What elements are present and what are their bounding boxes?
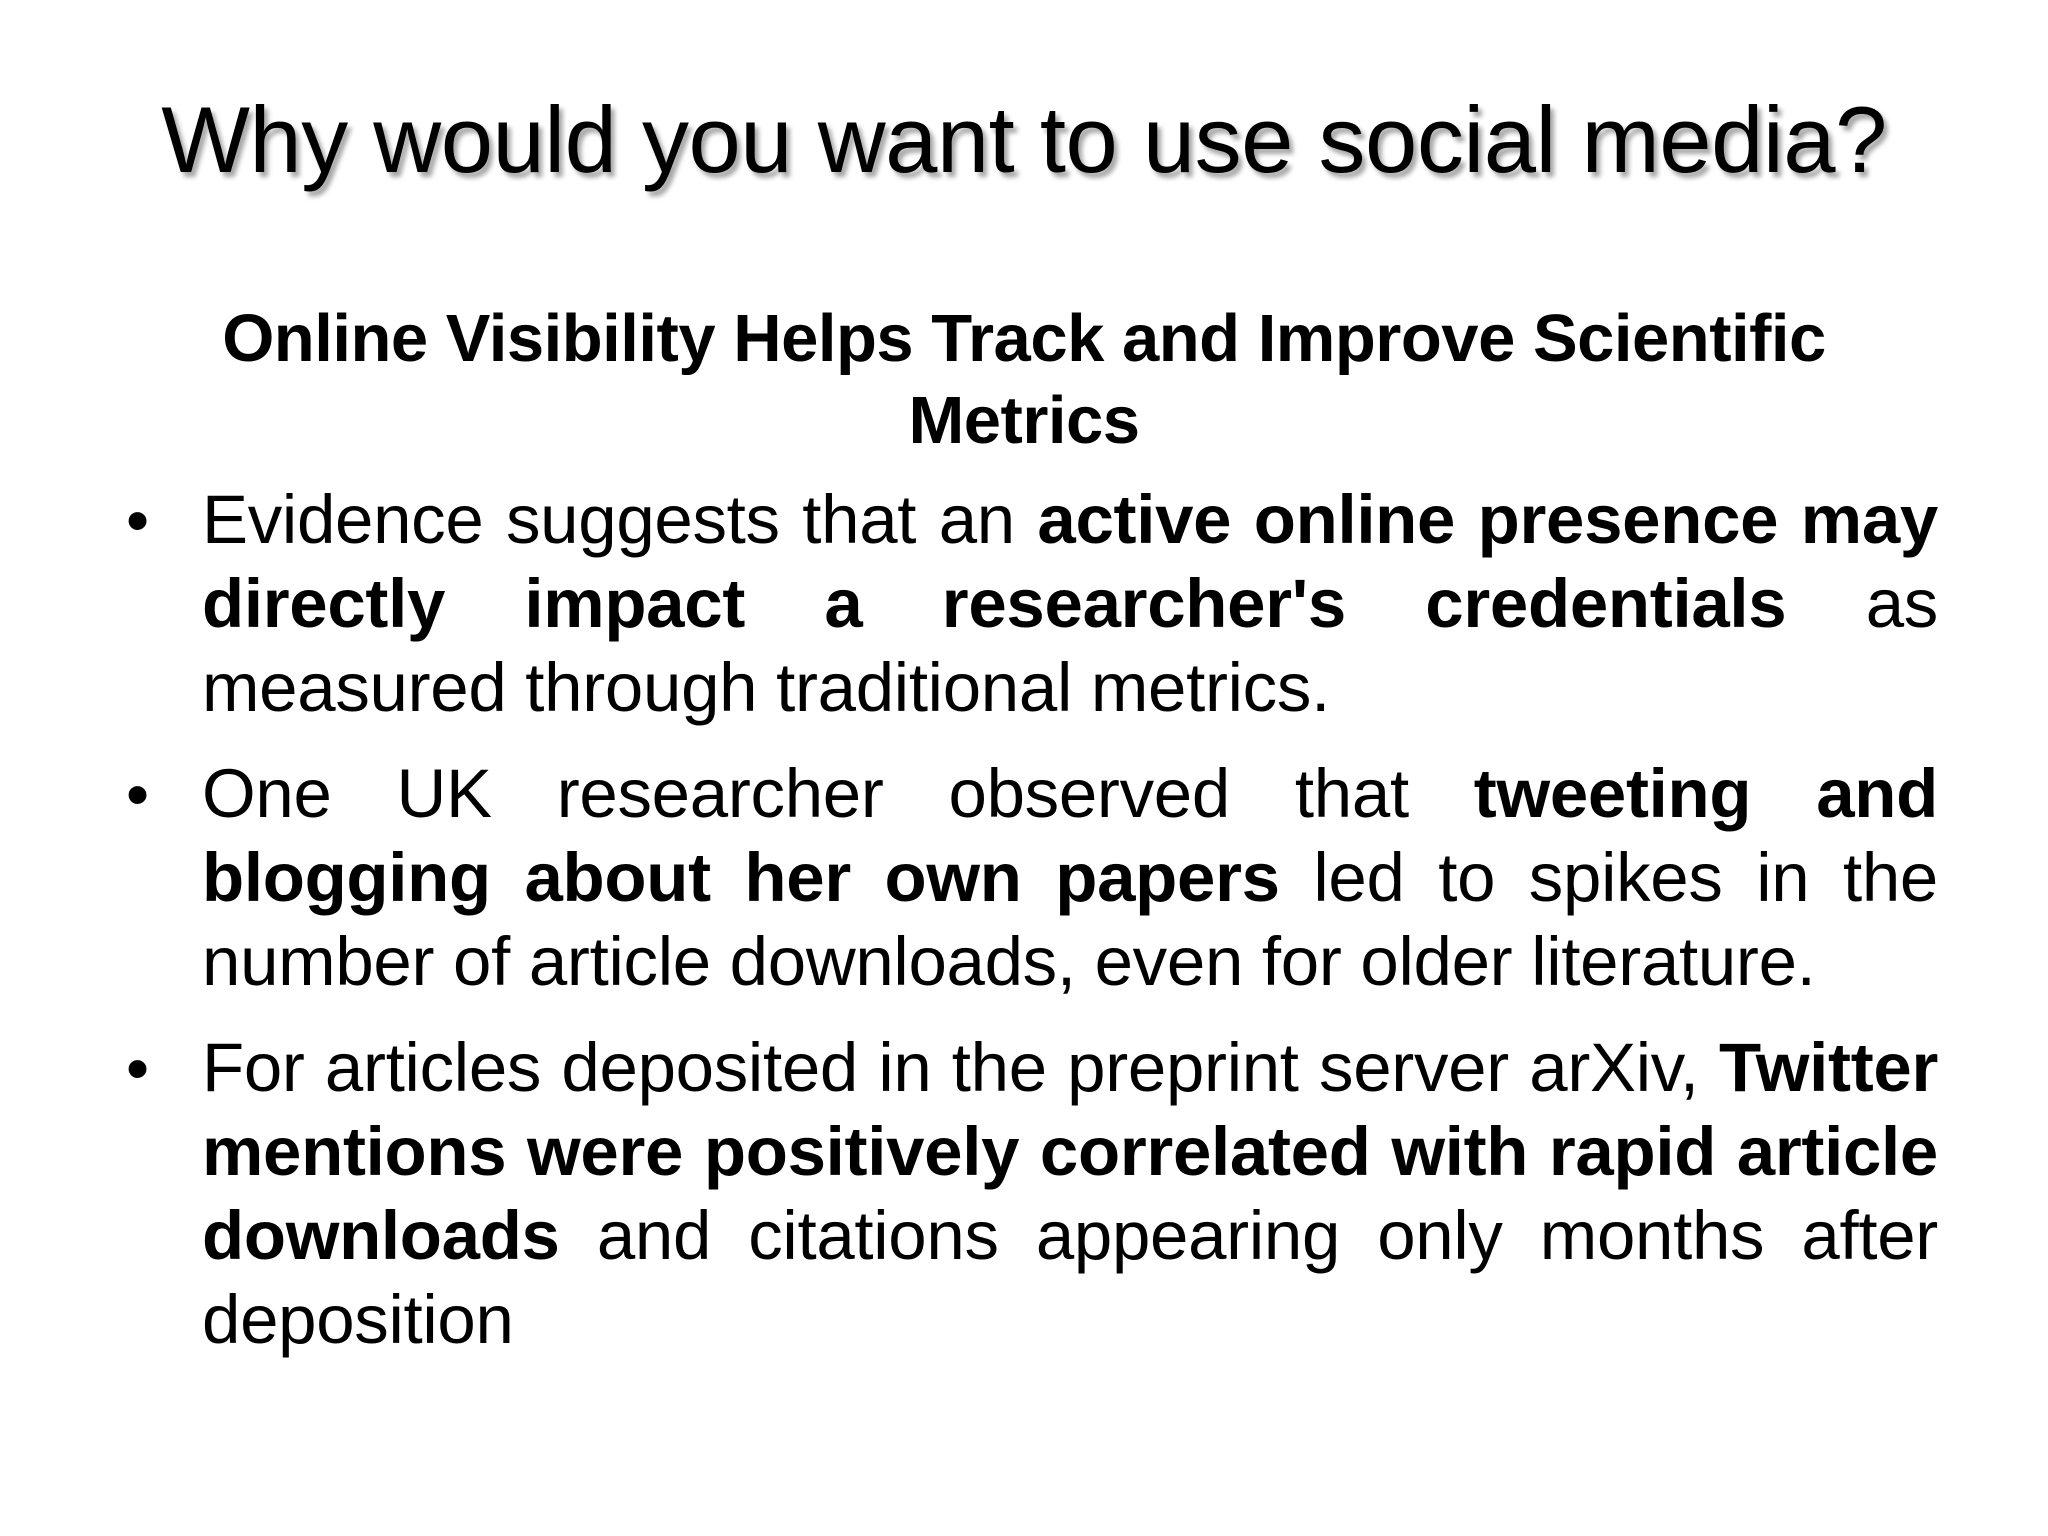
bullet-dot-icon: •: [126, 1031, 149, 1105]
bullet-text: and citations appearing only months after deposition: [202, 1197, 1938, 1358]
bullet-text: One UK researcher observed that: [202, 755, 1474, 832]
bullet-item: [118, 1026, 1938, 1362]
bullet-item: [118, 478, 1938, 730]
bullet-list: [118, 478, 1938, 1362]
bullet-item: [118, 752, 1938, 1004]
bullet-text: as measured through traditional metrics.: [202, 565, 1938, 726]
bullet-bold-text: Twitter mentions were positively correlated with rapid article downloads: [202, 1029, 1938, 1274]
bullet-text: led to spikes in the number of article downloads, even for older literature.: [202, 839, 1938, 1000]
slide-subtitle: Online Visibility Helps Track and Improve Scientific Metrics: [222, 301, 1826, 458]
bullet-dot-icon: •: [126, 483, 149, 557]
bullet-text: For articles deposited in the preprint server arXiv,: [202, 1029, 1720, 1106]
bullet-bold-text: active online presence may directly impact a researcher's credentials: [202, 481, 1938, 642]
bullet-text: Evidence suggests that an: [202, 481, 1038, 558]
slide-title: Why would you want to use social media?: [161, 87, 1887, 192]
bullet-bold-text: tweeting and blogging about her own papers: [202, 755, 1938, 916]
bullet-dot-icon: •: [126, 757, 149, 831]
